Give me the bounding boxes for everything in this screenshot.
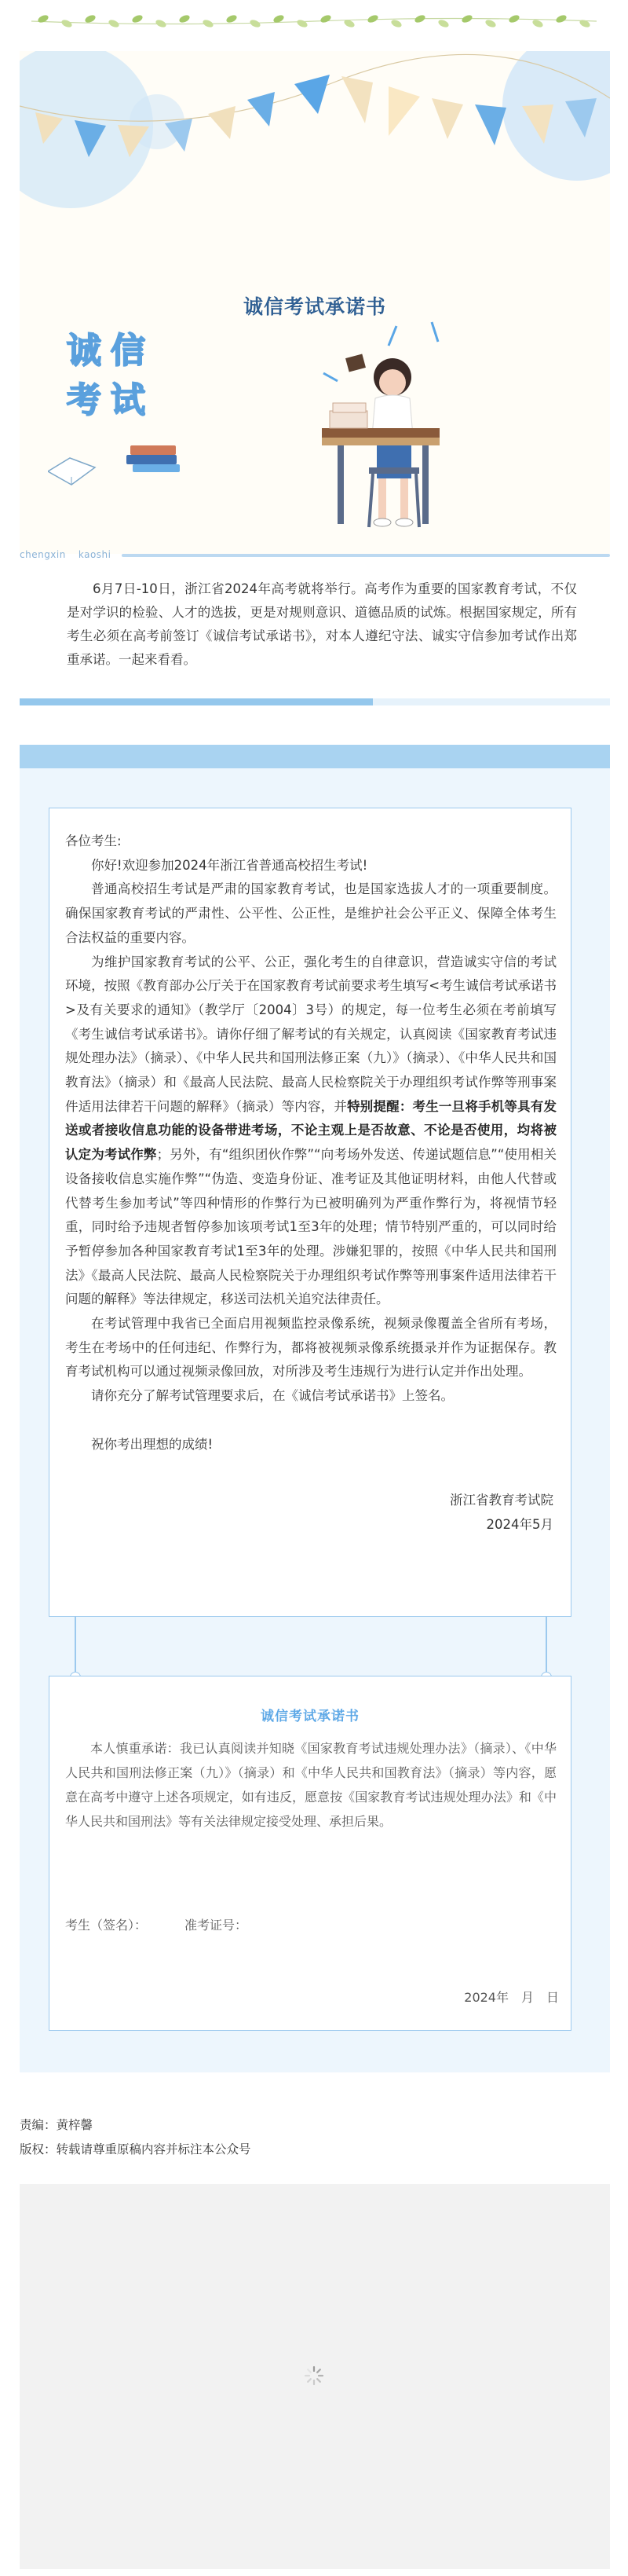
- footer-copyright: 版权：转载请尊重原稿内容并标注本公众号: [20, 2142, 251, 2156]
- pinyin-word-1: chengxin: [20, 549, 66, 560]
- hero-title: 诚信考试承诺书: [243, 295, 386, 318]
- pledge-title: 诚信考试承诺书: [261, 1709, 360, 1724]
- pinyin-divider: [122, 554, 610, 557]
- pledge-card: [49, 1676, 571, 2031]
- hero-pinyin: [20, 549, 111, 560]
- big-chars-line-2: 考试: [67, 380, 155, 420]
- books-icon: [48, 428, 189, 491]
- letter-paragraph-1: 你好!欢迎参加2024年浙江省普通高校招生考试!: [91, 857, 368, 873]
- letter-blank-line: [65, 1409, 557, 1433]
- loading-spinner-icon: [303, 2365, 325, 2387]
- letter-body: [65, 830, 557, 1457]
- letter-p3-warning: 特别提醒：考生一旦将手机等具有发送或者接收信息功能的设备带进考场，不论主观上是否故意、不论是否使用，均将被认定为考试作弊: [65, 1098, 557, 1163]
- letter-signature-date: 2024年5月: [486, 1517, 553, 1532]
- leaf-garland: [31, 11, 597, 31]
- intro-paragraph: 6月7日-10日，浙江省2024年高考就将举行。高考作为重要的国家教育考试，不仅是对学识的检验、人才的选拔，更是对规则意识、道德品质的试炼。根据国家规定，所有考生必须在高考前签订《诚信考试承诺书》，对本人遵纪守法、诚实守信参加考试作出郑重承诺。一起来看看。: [67, 581, 577, 667]
- letter-signature-org: 浙江省教育考试院: [450, 1493, 553, 1508]
- letter-p3-start: 为维护国家教育考试的公平、公正，强化考生的自律意识，营造诚实守信的考试环境，按照《教育部办公厅关于在国家教育考试前要求考生填写<考生诚信考试承诺书>及有关要求的通知》（教学厅〔2004〕3号）的规定，每一位考生必须在考前填写《考生诚信考试承诺书》。请你仔细了解考试的有关规定，认真阅读《国家教育考试违规处理办法》（摘录）、《中华人民共和国刑法修正案（九）》（摘录）、《中华人民共和国教育法》（摘录）和《最高人民法院、最高人民检察院关于办理组织考试作弊等刑事案件适用法律若干问题的解释》（摘录）等内容，并: [65, 954, 557, 1114]
- signature-label: 考生（签名）：: [65, 1918, 148, 1933]
- pledge-signature-row: [65, 1915, 247, 1933]
- intro-bar-fill: [20, 698, 373, 705]
- letter-paragraph-5: 请你充分了解考试管理要求后，在《诚信考试承诺书》上签名。: [91, 1388, 454, 1404]
- footer-credits: [20, 2113, 251, 2162]
- letter-salutation: 各位考生:: [65, 834, 122, 848]
- letter-p3-end: ；另外，有“组织团伙作弊”“向考场外发送、传递试题信息”“使用相关设备接收信息实施作弊”“伪造、变造身份证、准考证及其他证明材料，由他人代替或代替考生参加考试”等四种情形的作弊行为已被明确列为严重作弊行为，将视情节轻重，同时给予违规者暂停参加该项考试1至3年的处理；情节特别严重的，可以同时给予暂停参加各种国家教育考试1至3年的处理。涉嫌犯罪的，按照《中华人民共和国刑法》《最高人民法院、最高人民检察院关于办理组织考试作弊等刑事案件适用法律若干问题的解释》等法律规定，移送司法机关追究法律责任。: [65, 1147, 557, 1307]
- footer-editor: 责编：黄梓馨: [20, 2118, 93, 2132]
- letter-paragraph-6: 祝你考出理想的成绩!: [91, 1436, 214, 1452]
- pledge-date: 2024年 月 日: [464, 1990, 559, 2005]
- letter-paragraph-2: 普通高校招生考试是严肃的国家教育考试，也是国家选拔人才的一项重要制度。确保国家教育考试的严肃性、公平性、公正性，是维护社会公平正义、保障全体考生合法权益的重要内容。: [65, 881, 557, 945]
- bunting-flags: [20, 51, 610, 208]
- pinyin-word-2: kaoshi: [78, 549, 111, 560]
- letter-paragraph-3: [65, 951, 557, 1313]
- letter-paragraph-4: 在考试管理中我省已全面启用视频监控录像系统，视频录像覆盖全省所有考场，考生在考场中的任何违纪、作弊行为，都将被视频录像系统摄录并作为证据保存。教育考试机构可以通过视频录像回放，对所涉及考生违规行为进行认定并作出处理。: [65, 1316, 557, 1380]
- student-illustration: [314, 310, 471, 538]
- connector-line-left: [75, 1617, 76, 1672]
- hero-banner: [20, 51, 610, 554]
- ticket-number-label: 准考证号：: [184, 1918, 248, 1933]
- section-band: [20, 745, 610, 768]
- big-chars-line-1: 诚信: [67, 331, 155, 371]
- connector-line-right: [546, 1617, 547, 1672]
- pledge-text: 本人慎重承诺：我已认真阅读并知晓《国家教育考试违规处理办法》（摘录）、《中华人民共和国刑法修正案（九）》（摘录）和《中华人民共和国教育法》（摘录）等内容，愿意在高考中遵守上述各项规定，如有违反，愿意按《国家教育考试违规处理办法》和《中华人民共和国刑法》等有关法律规定接受处理、承担后果。: [65, 1741, 557, 1829]
- hero-big-characters: [67, 326, 184, 425]
